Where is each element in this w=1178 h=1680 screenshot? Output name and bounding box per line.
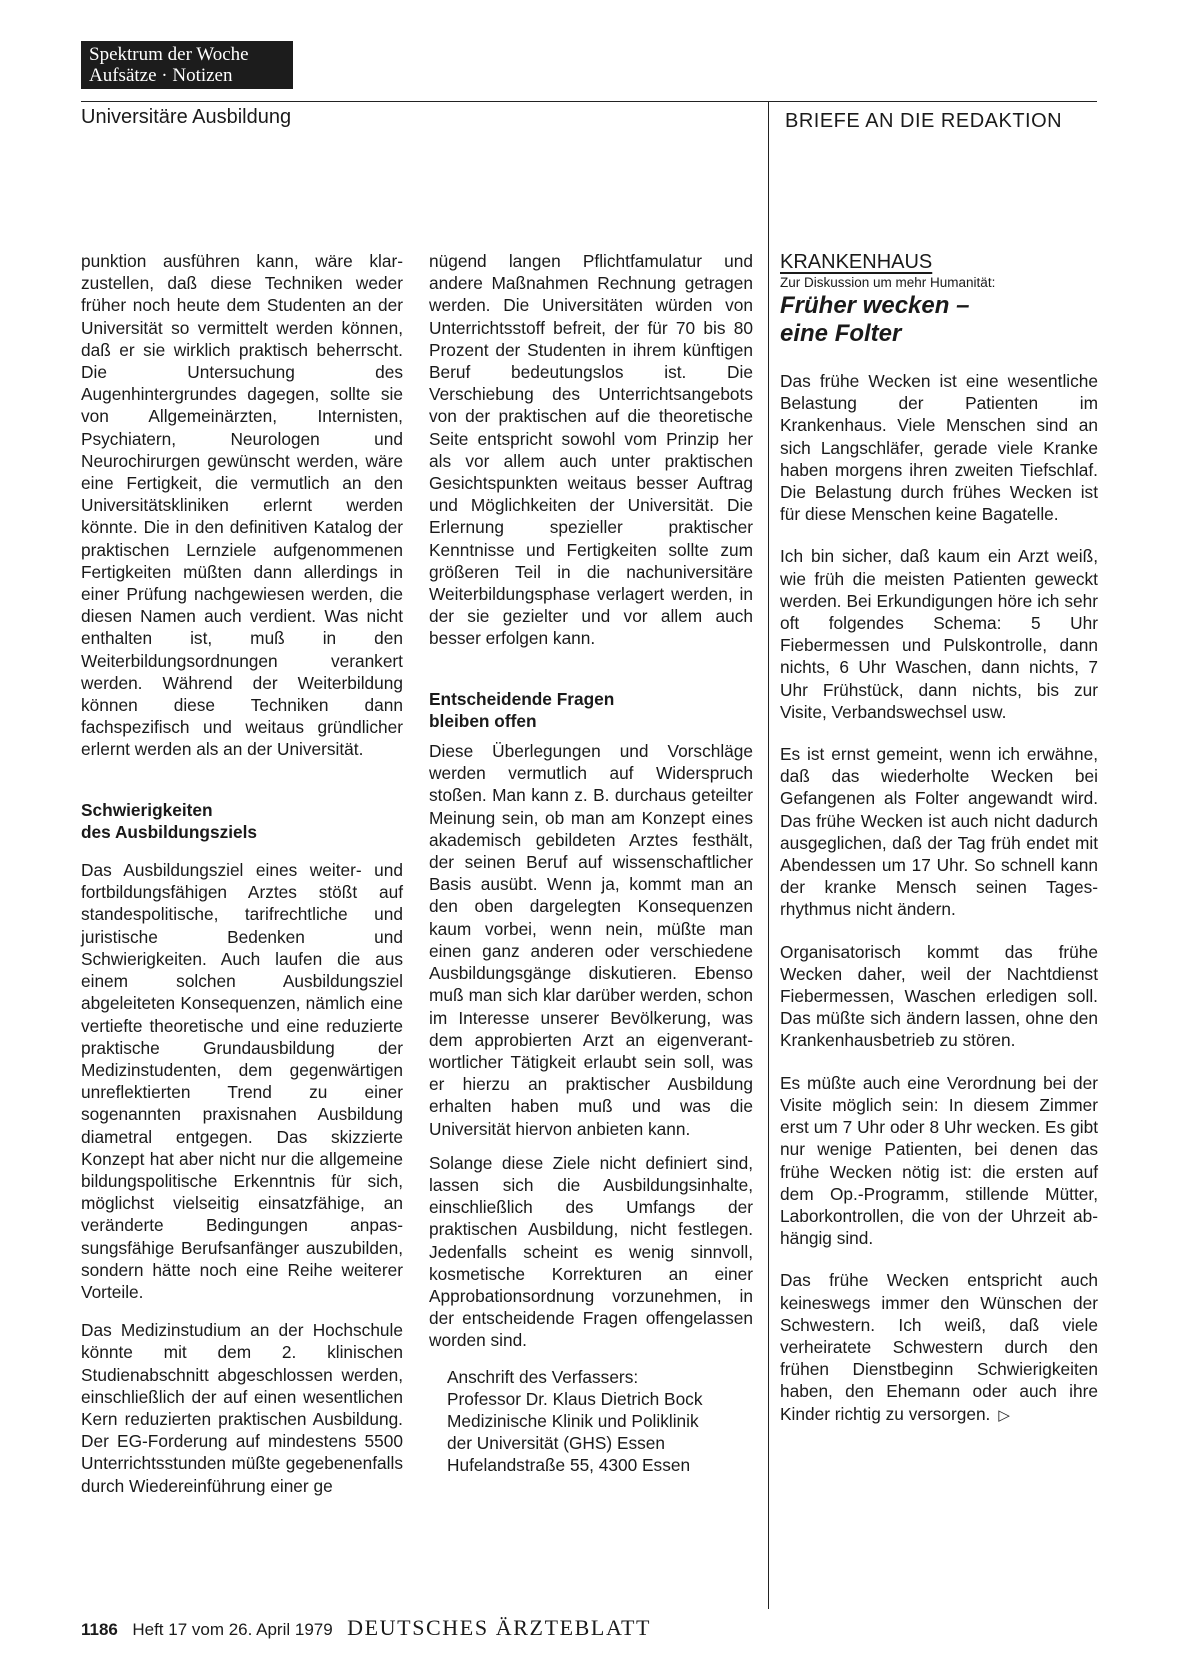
header-rule <box>81 101 1097 102</box>
section-badge <box>81 41 293 89</box>
address-line: Anschrift des Verfassers: <box>447 1366 639 1387</box>
article-paragraph: Das Ausbildungsziel eines weiter- und fortbildungsfähigen Arztes stößt auf standespolitische, tarifrechtliche und juristische Bedenken und Schwierigkeiten. Auch laufen die aus einem solchen Ausbildungsziel abgeleiteten Konsequenzen, nämlich eine vertiefte theoretische und eine reduzierte praktische Grundausbildung der Medizinstudenten, dem gegenwärtigen unreflektierten Trend zu einer sogenannten praxisnahen Ausbildung diametral entgegen. Das skizzierte Konzept hat aber nicht nur die allgemeine bildungspolitische Erkenntnis für sich, möglichst vielseitig einsatzfähige, an veränderte Bedingungen anpassungsfähige Berufsanfänger auszubilden, sondern hätte noch eine Reihe weiterer Vorteile. <box>81 860 403 1302</box>
letter-topic-heading: KRANKENHAUS <box>780 251 933 273</box>
journal-name: DEUTSCHES ÄRZTEBLATT <box>347 1615 652 1640</box>
subheading-line: bleiben offen <box>429 710 537 731</box>
issue-info: Heft 17 vom 26. April 1979 <box>132 1620 333 1639</box>
badge-line-1: Spektrum der Woche <box>89 44 249 65</box>
article-paragraph: nügend langen Pflichtfamulatur und andere Maßnahmen Rechnung getragen werden. Die Universitäten würden von Unterrichtsstoff befreit, der für 70 bis 80 Prozent der Studenten in ihrem künftigen Beruf bedeutungslos ist. Die Verschiebung des Unterrichtsangebots von der praktischen auf die theoretische Seite entspricht sowohl vom Prinzip her als vor allem auch unter praktischen Gesichtspunkten weitaus besser Auftrag und Möglichkeiten der Universität. Die Erlernung spezieller praktischer Kenntnisse und Fertigkeiten sollte zum größeren Teil in die nachuniversitäre Weiterbildungsphase verlagert werden, in der sie gezielter und vor allem auch besser erfolgen kann. <box>429 251 753 649</box>
subheading-line: Schwierigkeiten <box>81 799 213 820</box>
address-line: Professor Dr. Klaus Dietrich Bock <box>447 1388 703 1409</box>
subheading-line: Entscheidende Fragen <box>429 688 615 709</box>
letter-paragraph-text: Das frühe Wecken entspricht auch keineswegs immer den Wünschen der Schwestern. Ich weiß, daß viele verheiratete Schwestern durch den frühen Dienstbeginn Schwierigkeiten haben, den Ehemann oder auch ihre Kinder richtig zu versorgen. <box>780 1270 1098 1424</box>
letter-paragraph: Es müßte auch eine Verordnung bei der Visite möglich sein: In diesem Zimmer erst um 7 Uhr oder 8 Uhr wecken. Es gibt nur wenige Patienten, bei denen das frühe Wecken nötig ist: die ersten auf dem Op.-Programm, stillende Mütter, Laborkontrollen, die von der Uhrzeit abhängig sind. <box>780 1072 1098 1249</box>
article-paragraph: Diese Überlegungen und Vorschläge werden vermutlich auf Widerspruch stoßen. Man kann z. B. durchaus geteilter Meinung sein, ob man am Konzept eines akademisch gebildeten Arztes festhält, der seinen Beruf auf wissenschaftlicher Basis ausübt. Wenn ja, kommt man an den oben dargelegten Konsequenzen kaum vorbei, wenn nein, müßte man einen ganz anderen oder verschiedene Ausbildungsgänge diskutieren. Ebenso muß man sich klar darüber werden, schon im Interesse unserer Bevölkerung, was dem approbierten Arzt an eigenverantwortlicher Tätigkeit erlaubt sein soll, was er hierzu an praktischer Ausbildung erhalten haben muß und was die Universität hiervon anbieten kann. <box>429 741 753 1139</box>
subheading-line: des Ausbildungsziels <box>81 821 258 842</box>
letter-title <box>780 292 1098 348</box>
letters-section-label: BRIEFE AN DIE REDAKTION <box>785 110 1063 132</box>
letter-paragraph: Ich bin sicher, daß kaum ein Arzt weiß, wie früh die meisten Patienten geweckt werden. Bei Erkundigungen höre ich sehr oft folgendes Schema: 5 Uhr Fiebermessen und Pulskontrolle, dann nichts, 6 Uhr Waschen, dann nichts, 7 Uhr Frühstück, dann nichts, bis zur Visite, Verbandswechsel usw. <box>780 546 1098 722</box>
article-paragraph: Das Medizinstudium an der Hochschule könnte mit dem 2. klinischen Studienabschnitt abgeschlossen werden, einschließlich der auf einen wesentlichen Kern reduzierten praktischen Ausbildung. Der EG-Forderung auf mindestens 5500 Unterrichtsstunden müßte gegebenenfalls durch Wiedereinführung einer ge <box>81 1320 403 1496</box>
article-column-2 <box>429 250 753 1477</box>
letter-paragraph: Es ist ernst gemeint, wenn ich erwähne, daß das wiederholte Wecken bei Gefangenen als Folter angewandt wird. Das frühe Wecken ist auch nicht dadurch ausgeglichen, daß der Tag früh endet mit Abendessen um 17 Uhr. So schnell kann der kranke Mensch seinen Tagesrhythmus nicht ändern. <box>780 744 1098 920</box>
author-address <box>447 1366 753 1477</box>
page-number: 1186 <box>81 1620 118 1639</box>
article-column-1 <box>81 250 403 1497</box>
article-paragraph: punktion ausführen kann, wäre klarzustellen, daß diese Techniken weder früher noch heute dem Studenten an der Universität so vermittelt werden können, daß er sie wirklich praktisch beherrscht. Die Untersuchung des Augenhintergrundes dagegen, sollte sie von Allgemeinärzten, Internisten, Psychiatern, Neurologen und Neurochirurgen gewünscht werden, wäre eine Fertigkeit, die vermutlich an den Universitätskliniken erlernt werden könnte. Die in den definitiven Katalog der praktischen Lernziele aufgenommenen Fertigkeiten müßten dann allerdings in einer Prüfung nachgewiesen werden, die diesen Namen auch verdient. Was nicht enthalten ist, muß in den Weiterbildungsordnungen verankert werden. Während der Weiterbildung können diese Techniken dann fachspezifisch und weitaus gründlicher erlernt werden als an der Universität. <box>81 251 403 760</box>
address-line: der Universität (GHS) Essen <box>447 1433 665 1454</box>
letter-title-line: eine Folter <box>780 320 902 347</box>
badge-line-2: Aufsätze · Notizen <box>89 65 233 86</box>
continue-arrow-icon: ▷ <box>998 1406 1010 1424</box>
letter-title-line: Früher wecken – <box>780 292 970 319</box>
letters-column <box>780 250 1098 1427</box>
article-paragraph: Solange diese Ziele nicht definiert sind, lassen sich die Ausbildungsinhalte, einschließlich des Umfangs der praktischen Ausbildung, nicht festlegen. Jedenfalls scheint es wenig sinnvoll, kosmetische Korrekturen an einer Approbationsordnung vorzunehmen, in der entscheidende Fragen offengelassen worden sind. <box>429 1152 753 1351</box>
column-divider <box>768 101 769 1609</box>
letter-paragraph: Das frühe Wecken ist eine wesentliche Belastung der Patienten im Krankenhaus. Viele Menschen sind an sich Langschläfer, gerade viele Kranke haben morgens ihren zweiten Tiefschlaf. Die Belastung durch frühes Wecken ist für diese Menschen keine Bagatelle. <box>780 371 1098 525</box>
subheading <box>429 688 753 732</box>
letter-paragraph <box>780 1269 1098 1426</box>
page-footer <box>81 1615 651 1641</box>
letter-paragraph: Organisatorisch kommt das frühe Wecken daher, weil der Nachtdienst Fiebermessen, Waschen erledigen soll. Das müßte sich ändern lassen, ohne den Krankenhausbetrieb zu stören. <box>780 941 1098 1051</box>
address-line: Medizinische Klinik und Poliklinik <box>447 1410 699 1431</box>
address-line: Hufelandstraße 55, 4300 Essen <box>447 1455 691 1476</box>
letter-intro: Zur Diskussion um mehr Humanität: <box>780 275 996 290</box>
section-title: Universitäre Ausbildung <box>81 106 292 128</box>
subheading <box>81 799 403 843</box>
